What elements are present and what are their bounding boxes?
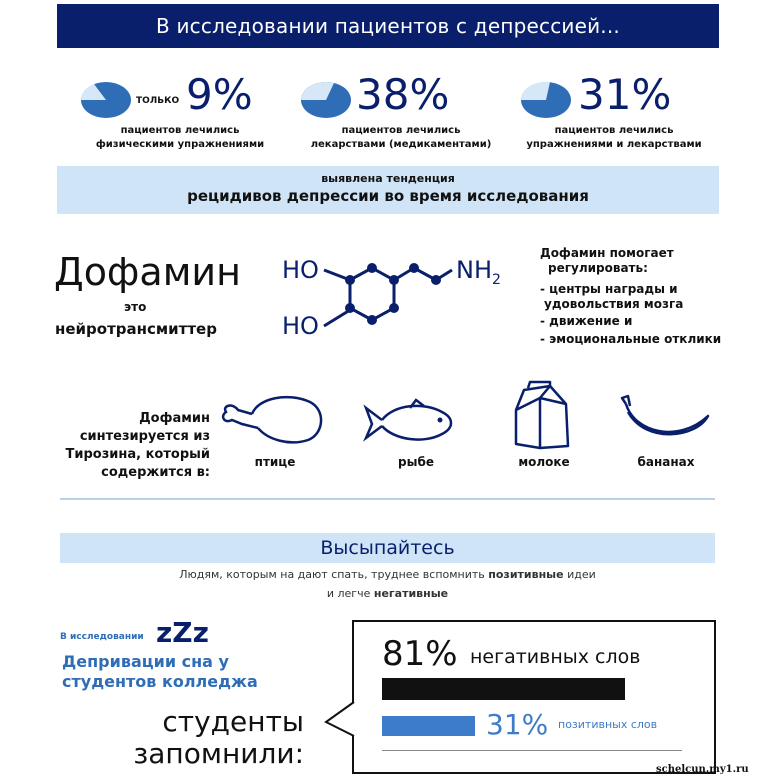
sleep-text-line2 xyxy=(60,587,715,600)
watermark: schelcun.my1.ru xyxy=(656,764,749,775)
stat-prefix: ТОЛЬКО xyxy=(136,96,180,106)
dopamine-subtitle: это xyxy=(124,300,147,314)
helps-block xyxy=(540,246,721,347)
negative-label: негативных слов xyxy=(470,646,641,668)
stat-value: 31% xyxy=(578,70,672,119)
formula-nh2 xyxy=(456,256,501,288)
negative-bar xyxy=(382,678,625,700)
study-title xyxy=(62,652,258,692)
stat-desc-line1: пациентов лечились xyxy=(554,125,674,136)
positive-label: позитивных слов xyxy=(558,718,658,731)
sources-intro-line: Тирозина, который xyxy=(65,447,210,462)
pie-icon xyxy=(300,80,352,120)
sleep-text-part: и легче xyxy=(326,587,374,600)
stat-value: 9% xyxy=(186,70,253,119)
header-banner xyxy=(57,4,719,48)
stat-desc-line1: пациентов лечились xyxy=(341,125,461,136)
helps-title2: регулировать: xyxy=(548,261,648,275)
formula-ho-top: HO xyxy=(282,256,319,284)
study-line2: студентов колледжа xyxy=(62,672,258,691)
formula-subscript: 2 xyxy=(492,271,501,288)
sleep-text-part: Людям, которым на дают спать, труднее вспомнить xyxy=(179,568,489,581)
pie-icon xyxy=(520,80,572,120)
sources-intro-line: содержится в: xyxy=(101,465,210,480)
food-label-banana: бананах xyxy=(637,455,695,469)
sleep-text-emph: позитивные xyxy=(488,568,564,581)
sleep-text-line1 xyxy=(60,568,715,581)
sources-intro-line: синтезируется из xyxy=(79,429,210,444)
zzz-icon: zZz xyxy=(156,616,209,649)
food-label-fish: рыбе xyxy=(398,455,434,469)
sources-intro-line: Дофамин xyxy=(139,411,210,426)
stat-block-2 xyxy=(300,70,510,159)
formula-nh: NH xyxy=(456,256,492,284)
helps-item: - центры награды и xyxy=(540,282,678,296)
stat-desc-line2: лекарствами (медикаментами) xyxy=(310,139,492,150)
helps-item: удовольствия мозга xyxy=(544,297,684,311)
chicken-leg-icon xyxy=(218,388,328,448)
divider xyxy=(60,498,715,500)
helps-item: - движение и xyxy=(540,314,633,328)
relapse-line2: рецидивов депрессии во время исследования xyxy=(187,187,589,205)
helps-title1: Дофамин помогает xyxy=(540,246,674,260)
helps-item: - эмоциональные отклики xyxy=(540,332,722,346)
sources-intro xyxy=(60,410,210,482)
stat-desc-line2: упражнениями и лекарствами xyxy=(526,139,702,150)
sleep-banner xyxy=(60,533,715,563)
stat-desc-line1: пациентов лечились xyxy=(120,125,240,136)
stat-block-3 xyxy=(520,70,720,159)
pie-icon xyxy=(80,80,132,120)
fish-icon xyxy=(360,398,460,448)
relapse-line1: выявлена тенденция xyxy=(321,172,455,185)
milk-carton-icon xyxy=(510,380,574,452)
sleep-text-part: идеи xyxy=(563,568,596,581)
results-box xyxy=(352,620,716,774)
food-label-poultry: птице xyxy=(254,455,296,469)
stat-desc-line2: физическими упражнениями xyxy=(95,139,265,150)
positive-bar xyxy=(382,716,475,736)
speech-pointer xyxy=(322,700,356,740)
sleep-text-emph: негативные xyxy=(373,587,449,600)
remember-line1: студенты xyxy=(162,705,304,738)
header-title: В исследовании пациентов с депрессией... xyxy=(156,14,620,38)
study-prefix: В исследовании xyxy=(60,632,144,642)
dopamine-subtitle2: нейротрансмиттер xyxy=(55,320,217,338)
stat-value: 38% xyxy=(356,70,450,119)
negative-value: 81% xyxy=(382,634,458,674)
positive-value: 31% xyxy=(486,708,549,741)
dopamine-title: Дофамин xyxy=(54,250,241,294)
axis-line xyxy=(382,750,682,751)
relapse-band xyxy=(57,166,719,214)
stat-block-1 xyxy=(80,70,270,159)
formula-ho-bottom: HO xyxy=(282,312,319,340)
study-line1: Депривации сна у xyxy=(62,652,229,671)
remember-line2: запомнили: xyxy=(133,737,304,770)
banana-icon xyxy=(616,394,716,448)
food-label-milk: молоке xyxy=(518,455,570,469)
sleep-title: Высыпайтесь xyxy=(320,537,455,559)
remember-text xyxy=(124,706,304,770)
